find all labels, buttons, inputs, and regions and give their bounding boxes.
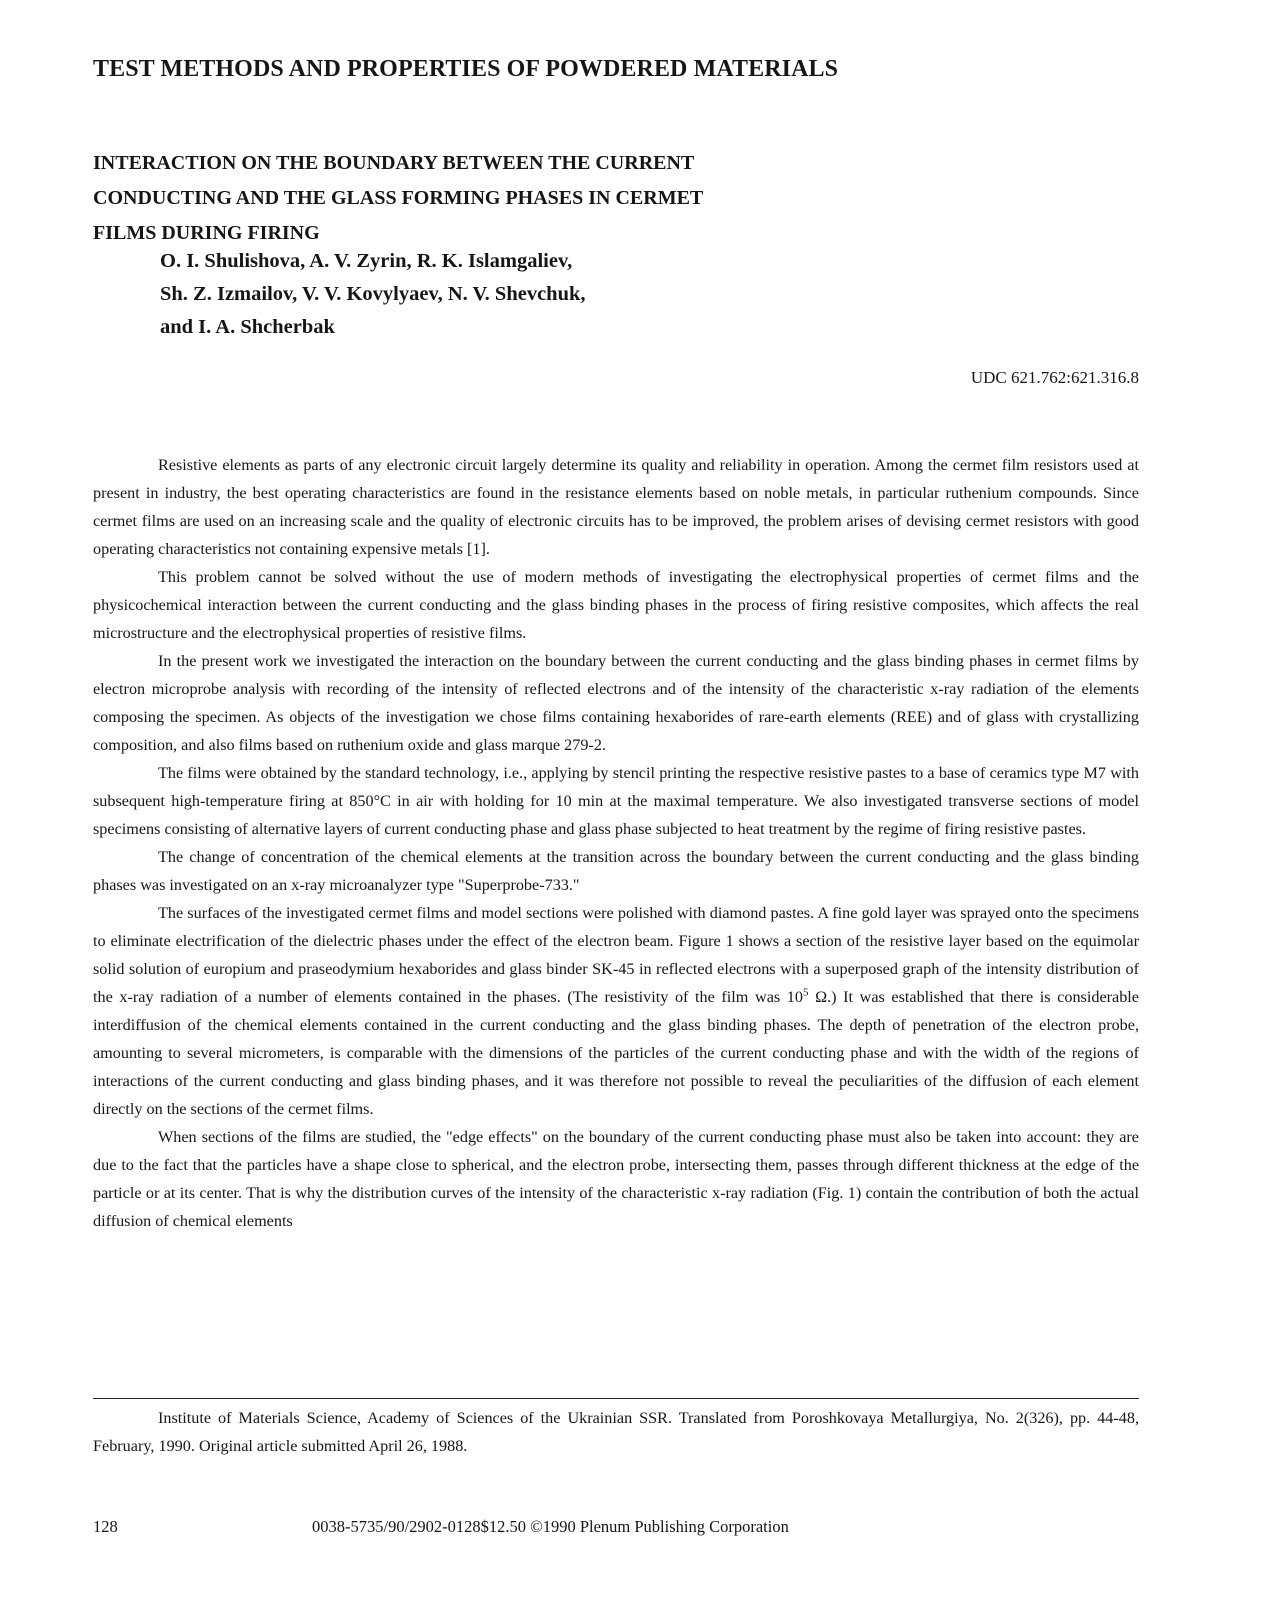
body-paragraph: The change of concentration of the chemical elements at the transition across the boundary between the current conducting and the glass binding phases was investigated on an x-ray microanalyzer type "Superprobe-733." — [93, 848, 1139, 894]
copyright-line: 0038-5735/90/2902-0128$12.50 ©1990 Plenum Publishing Corporation — [312, 1517, 789, 1536]
paragraph-text: Ω.) It was established that there is considerable interdiffusion of the chemical elements contained in the current conducting and the glass binding phases. The depth of penetration of the electron probe, amounting to several micrometers, is comparable with the dimensions of the particles of the current conducting phase and with the width of the regions of interactions of the current conducting and glass binding phases, and it was therefore not possible to reveal the peculiarities of the diffusion of each element directly on the sections of the cermet films. — [93, 988, 1139, 1118]
paragraph-text: The surfaces of the investigated cermet films and model sections were polished with diamond pastes. A fine gold layer was sprayed onto the specimens to eliminate electrification of the dielectric phases under the effect of the electron beam. Figure 1 shows a section of the resistive layer based on the equimolar solid solution of europium and praseodymium hexaborides and glass binder SK-45 in reflected electrons with a superposed graph of the intensity distribution of the x-ray radiation of a number of elements contained in the phases. (The resistivity of the film was 10 — [93, 904, 1139, 1006]
author-line: and I. A. Shcherbak — [160, 316, 335, 338]
page-number: 128 — [93, 1517, 118, 1536]
footnote — [93, 1404, 1139, 1460]
title-line: INTERACTION ON THE BOUNDARY BETWEEN THE CURRENT — [93, 152, 695, 174]
body-paragraph: When sections of the films are studied, the "edge effects" on the boundary of the current conducting phase must also be taken into account: they are due to the fact that the particles have a shape close to spherical, and the electron probe, intersecting them, passes through different thickness at the edge of the particle or at its center. That is why the distribution curves of the intensity of the characteristic x-ray radiation (Fig. 1) contain the contribution of both the actual diffusion of chemical elements — [93, 1128, 1139, 1230]
author-line: Sh. Z. Izmailov, V. V. Kovylyaev, N. V. Shevchuk, — [160, 283, 586, 305]
author-line: O. I. Shulishova, A. V. Zyrin, R. K. Islamgaliev, — [160, 250, 573, 272]
udc-code: UDC 621.762:621.316.8 — [970, 368, 1139, 387]
body-paragraph: The films were obtained by the standard technology, i.e., applying by stencil printing the respective resistive pastes to a base of ceramics type M7 with subsequent high-temperature firing at 850°C in air with holding for 10 min at the maximal temperature. We also investigated transverse sections of model specimens consisting of alternative layers of current conducting phase and glass phase subjected to heat treatment by the regime of firing resistive pastes. — [93, 764, 1139, 838]
body-paragraph: This problem cannot be solved without the use of modern methods of investigating the electrophysical properties of cermet films and the physicochemical interaction between the current conducting and the glass binding phases in the process of firing resistive composites, which affects the real microstructure and the electrophysical properties of resistive films. — [93, 568, 1139, 642]
body-paragraph — [93, 899, 1139, 1123]
article-title — [93, 146, 893, 251]
footnote-text: Institute of Materials Science, Academy of Sciences of the Ukrainian SSR. Translated from Poroshkovaya Metallurgiya, No. 2(326), pp. 44-48, February, 1990. Original article submitted April 26, 1988. — [93, 1409, 1139, 1455]
author-list — [160, 245, 860, 344]
exponent: 5 — [802, 986, 809, 999]
title-line: FILMS DURING FIRING — [93, 222, 320, 244]
title-line: CONDUCTING AND THE GLASS FORMING PHASES IN CERMET — [93, 187, 704, 209]
article-body — [93, 451, 1139, 1235]
body-paragraph: In the present work we investigated the interaction on the boundary between the current conducting and the glass binding phases in cermet films by electron microprobe analysis with recording of the intensity of reflected electrons and of the intensity of the characteristic x-ray radiation of the elements composing the specimen. As objects of the investigation we chose films containing hexaborides of rare-earth elements (REE) and of glass with crystallizing composition, and also films based on ruthenium oxide and glass marque 279-2. — [93, 652, 1139, 754]
footnote-divider — [93, 1398, 1139, 1399]
section-heading: TEST METHODS AND PROPERTIES OF POWDERED MATERIALS — [93, 56, 839, 82]
body-paragraph: Resistive elements as parts of any electronic circuit largely determine its quality and reliability in operation. Among the cermet film resistors used at present in industry, the best operating characteristics are found in the resistance elements based on noble metals, in particular ruthenium compounds. Since cermet films are used on an increasing scale and the quality of electronic circuits has to be improved, the problem arises of devising cermet resistors with good operating characteristics not containing expensive metals [1]. — [93, 456, 1139, 558]
